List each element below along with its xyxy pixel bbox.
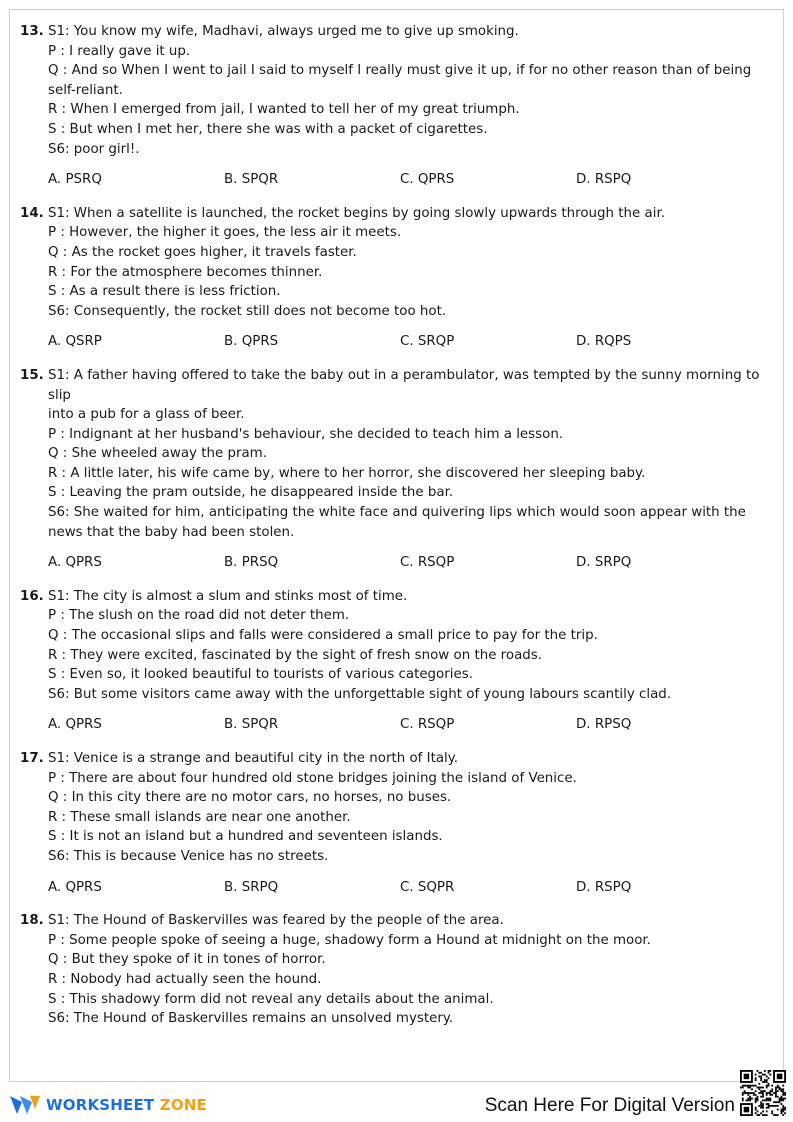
answer-option[interactable]: C. RSQP <box>400 555 455 571</box>
answer-option[interactable]: B. PRSQ <box>224 555 279 571</box>
question-line: S6: Consequently, the rocket still does not become too hot. <box>48 303 447 319</box>
answer-option[interactable]: A. QPRS <box>48 555 102 571</box>
question-line: S : It is not an island but a hundred and seventeen islands. <box>48 829 443 845</box>
worksheet-zone-logo-icon <box>9 1093 41 1117</box>
question-line: S6: The Hound of Baskervilles remains an unsolved mystery. <box>48 1011 454 1027</box>
answer-option[interactable]: A. QPRS <box>48 879 102 895</box>
question-line: P : There are about four hundred old stone bridges joining the island of Venice. <box>48 770 577 786</box>
worksheet-zone-logo[interactable] <box>9 1093 207 1117</box>
question-line: P : The slush on the road did not deter them. <box>48 608 350 624</box>
question-block <box>20 587 770 735</box>
question-line: into a pub for a glass of beer. <box>48 407 245 423</box>
answer-options <box>48 332 770 352</box>
question-line: S1: The Hound of Baskervilles was feared by the people of the area. <box>48 913 504 929</box>
question-line: Q : In this city there are no motor cars, no horses, no buses. <box>48 790 452 806</box>
answer-option[interactable]: D. RQPS <box>576 334 632 350</box>
question-line: S : Leaving the pram outside, he disappeared inside the bar. <box>48 485 454 501</box>
answer-option[interactable]: B. SPQR <box>224 172 279 188</box>
question-line: P : I really gave it up. <box>48 43 191 59</box>
question-number: 14. <box>20 205 44 221</box>
question-number: 13. <box>20 24 44 39</box>
question-line: P : Indignant at her husband's behaviour, she decided to teach him a lesson. <box>48 426 564 442</box>
question-number: 15. <box>20 367 44 383</box>
answer-option[interactable]: A. QSRP <box>48 334 102 350</box>
question-block <box>20 22 770 190</box>
question-line: R : They were excited, fascinated by the sight of fresh snow on the roads. <box>48 647 543 663</box>
question-number: 18. <box>20 913 44 929</box>
question-line: S6: She waited for him, anticipating the white face and quivering lips which would soon appear with the <box>48 505 746 521</box>
question-line: S1: When a satellite is launched, the rocket begins by going slowly upwards through the air. <box>48 205 665 221</box>
question-line: S6: But some visitors came away with the unforgettable sight of young labours scantily clad. <box>48 686 672 702</box>
answer-option[interactable]: C. SRQP <box>400 334 455 350</box>
answer-option[interactable]: B. SRPQ <box>224 879 279 895</box>
answer-option[interactable]: D. RSPQ <box>576 172 632 188</box>
question-line: S1: Venice is a strange and beautiful city in the north of Italy. <box>48 751 459 766</box>
question-line: S6: This is because Venice has no streets. <box>48 848 329 864</box>
question-line: S : As a result there is less friction. <box>48 284 281 300</box>
logo-text <box>46 1096 207 1114</box>
answer-option[interactable]: D. SRPQ <box>576 555 632 571</box>
question-block <box>20 749 770 897</box>
question-line: Q : As the rocket goes higher, it travels faster. <box>48 244 357 260</box>
question-line: P : However, the higher it goes, the less air it meets. <box>48 225 402 241</box>
question-line: S1: A father having offered to take the baby out in a perambulator, was tempted by the sunny morning to slip <box>48 367 760 403</box>
answer-option[interactable]: A. QPRS <box>48 717 102 733</box>
question-line: Q : But they spoke of it in tones of horror. <box>48 952 326 968</box>
question-line: Q : And so When I went to jail I said to myself I really must give it up, if for no other reason than of being <box>48 63 752 79</box>
answer-option[interactable]: B. QPRS <box>224 334 279 350</box>
question-number: 16. <box>20 588 44 604</box>
answer-option[interactable]: C. SQPR <box>400 879 455 895</box>
logo-word-worksheet: WORKSHEET <box>46 1096 155 1114</box>
answer-options <box>48 878 770 898</box>
question-block <box>20 366 770 573</box>
qr-code-icon[interactable] <box>740 1070 786 1116</box>
question-block <box>20 911 770 1029</box>
question-line: S : But when I met her, there she was with a packet of cigarettes. <box>48 121 488 137</box>
answer-option[interactable]: D. RSPQ <box>576 879 632 895</box>
question-line: Q : The occasional slips and falls were considered a small price to pay for the trip. <box>48 628 598 644</box>
question-line: S : Even so, it looked beautiful to tourists of various categories. <box>48 667 473 683</box>
answer-options <box>48 553 770 573</box>
question-line: P : Some people spoke of seeing a huge, shadowy form a Hound at midnight on the moor. <box>48 932 651 948</box>
question-line: S1: You know my wife, Madhavi, always urged me to give up smoking. <box>48 24 519 39</box>
logo-word-zone: ZONE <box>159 1096 208 1114</box>
answer-option[interactable]: C. QPRS <box>400 172 455 188</box>
answer-option[interactable]: D. RPSQ <box>576 717 632 733</box>
question-line: S6: poor girl!. <box>48 141 140 157</box>
scan-here-text: Scan Here For Digital Version <box>484 1095 735 1116</box>
question-line: self-reliant. <box>48 82 123 98</box>
answer-options <box>48 715 770 735</box>
question-line: R : When I emerged from jail, I wanted to tell her of my great triumph. <box>48 102 520 118</box>
answer-option[interactable]: A. PSRQ <box>48 172 102 188</box>
footer <box>0 1086 793 1122</box>
answer-option[interactable]: B. SPQR <box>224 717 279 733</box>
question-block <box>20 204 770 352</box>
question-list <box>20 22 770 1043</box>
question-line: S1: The city is almost a slum and stinks most of time. <box>48 588 408 604</box>
question-number: 17. <box>20 751 44 766</box>
question-line: R : Nobody had actually seen the hound. <box>48 971 322 987</box>
question-line: R : For the atmosphere becomes thinner. <box>48 264 323 280</box>
question-line: S : This shadowy form did not reveal any details about the animal. <box>48 991 494 1007</box>
question-line: news that the baby had been stolen. <box>48 524 295 540</box>
answer-options <box>48 170 770 190</box>
question-line: R : A little later, his wife came by, where to her horror, she discovered her sleeping baby. <box>48 465 646 481</box>
question-line: Q : She wheeled away the pram. <box>48 446 267 462</box>
answer-option[interactable]: C. RSQP <box>400 717 455 733</box>
question-line: R : These small islands are near one another. <box>48 809 351 825</box>
